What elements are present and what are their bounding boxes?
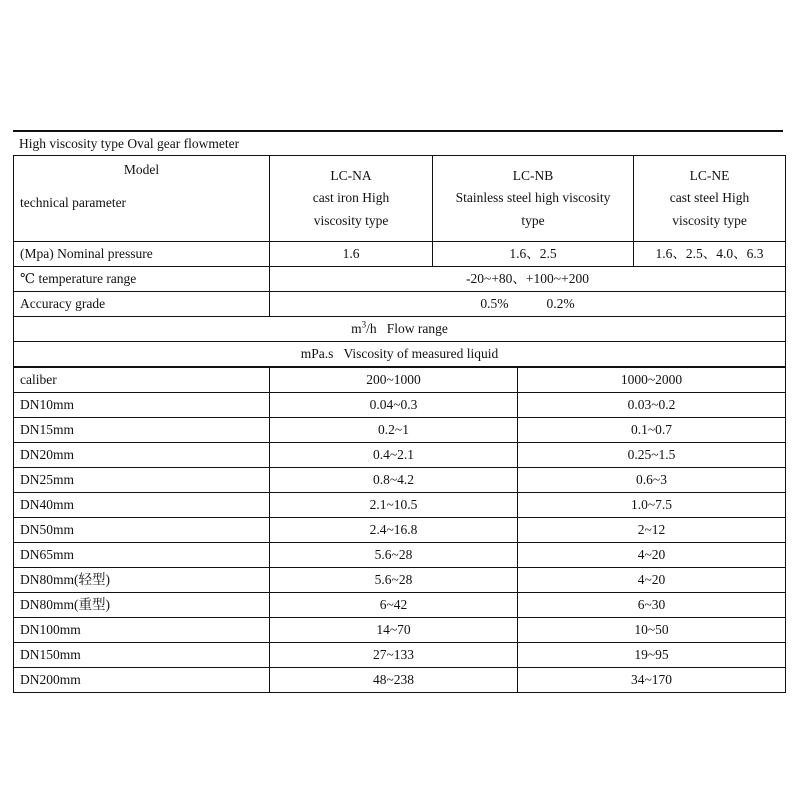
model-code: LC-NA xyxy=(330,167,372,183)
flow-range-row xyxy=(14,317,786,342)
flow-value-1: 2.4~16.8 xyxy=(270,518,518,543)
flow-range-label: Flow range xyxy=(386,321,448,336)
table-row xyxy=(14,443,786,468)
flow-value-1: 2.1~10.5 xyxy=(270,493,518,518)
model-desc: cast steel High xyxy=(669,190,750,206)
flow-value-2: 19~95 xyxy=(518,643,786,668)
viscosity-label: Viscosity of measured liquid xyxy=(343,346,499,361)
model-code: LC-NE xyxy=(689,167,730,183)
temperature-value: -20~+80、+100~+200 xyxy=(270,267,786,292)
accuracy-label: Accuracy grade xyxy=(14,292,270,317)
top-rule xyxy=(13,130,783,132)
flow-value-1: 6~42 xyxy=(270,593,518,618)
model-lc-nb xyxy=(433,156,634,242)
flow-value-2: 0.25~1.5 xyxy=(518,443,786,468)
flow-value-2: 0.03~0.2 xyxy=(518,393,786,418)
flow-value-1: 14~70 xyxy=(270,618,518,643)
model-desc: cast iron High xyxy=(312,190,390,206)
flow-value-2: 2~12 xyxy=(518,518,786,543)
viscosity-unit: mPa.s xyxy=(300,346,334,361)
dn-label: DN15mm xyxy=(14,418,270,443)
pressure-na: 1.6 xyxy=(270,242,433,267)
table-row xyxy=(14,468,786,493)
model-label: Model xyxy=(14,156,270,184)
model-lc-na xyxy=(270,156,433,242)
table-row xyxy=(14,543,786,568)
pressure-ne: 1.6、2.5、4.0、6.3 xyxy=(634,242,786,267)
caliber-label: caliber xyxy=(14,367,270,393)
temperature-label: ℃ temperature range xyxy=(14,267,270,292)
accuracy-row xyxy=(14,292,786,317)
flow-value-2: 4~20 xyxy=(518,543,786,568)
viscosity-row xyxy=(14,342,786,368)
spec-table xyxy=(13,155,786,693)
accuracy-value-1: 0.5% xyxy=(480,296,509,311)
temperature-row xyxy=(14,267,786,292)
accuracy-value-2: 0.2% xyxy=(546,296,575,311)
dn-label: DN100mm xyxy=(14,618,270,643)
flow-unit: $m^3/h$ xyxy=(351,319,377,336)
flow-value-2: 4~20 xyxy=(518,568,786,593)
viscosity-header xyxy=(14,342,786,368)
flow-value-1: 48~238 xyxy=(270,668,518,693)
document-title: High viscosity type Oval gear flowmeter xyxy=(19,136,240,151)
table-row xyxy=(14,618,786,643)
header-row xyxy=(14,156,786,184)
dn-label: DN25mm xyxy=(14,468,270,493)
dn-label: DN40mm xyxy=(14,493,270,518)
dn-label: DN50mm xyxy=(14,518,270,543)
accuracy-value xyxy=(270,292,786,317)
table-row xyxy=(14,568,786,593)
model-desc: Stainless steel high viscosity xyxy=(455,190,611,206)
table-row xyxy=(14,393,786,418)
pressure-row xyxy=(14,242,786,267)
model-desc: viscosity type xyxy=(672,212,747,228)
pressure-nb: 1.6、2.5 xyxy=(433,242,634,267)
table-row xyxy=(14,593,786,618)
dn-label: DN10mm xyxy=(14,393,270,418)
flow-value-2: 0.1~0.7 xyxy=(518,418,786,443)
flow-value-1: 0.4~2.1 xyxy=(270,443,518,468)
flow-value-2: 34~170 xyxy=(518,668,786,693)
table-row xyxy=(14,518,786,543)
dn-label: DN150mm xyxy=(14,643,270,668)
model-desc: viscosity type xyxy=(313,212,389,228)
table-row xyxy=(14,643,786,668)
caliber-range-1: 200~1000 xyxy=(270,367,518,393)
dn-label: DN65mm xyxy=(14,543,270,568)
flow-value-1: 5.6~28 xyxy=(270,568,518,593)
flow-value-2: 1.0~7.5 xyxy=(518,493,786,518)
model-lc-ne xyxy=(634,156,786,242)
dn-label: DN80mm(轻型) xyxy=(14,568,270,593)
dn-label: DN80mm(重型) xyxy=(14,593,270,618)
technical-parameter-label: technical parameter xyxy=(14,183,270,242)
caliber-range-2: 1000~2000 xyxy=(518,367,786,393)
flow-value-1: 27~133 xyxy=(270,643,518,668)
flow-value-2: 10~50 xyxy=(518,618,786,643)
table-row xyxy=(14,668,786,693)
table-row xyxy=(14,418,786,443)
flow-value-1: 0.8~4.2 xyxy=(270,468,518,493)
dn-label: DN20mm xyxy=(14,443,270,468)
table-row xyxy=(14,493,786,518)
caliber-row xyxy=(14,367,786,393)
flow-range-header xyxy=(14,317,786,342)
flow-value-1: 5.6~28 xyxy=(270,543,518,568)
pressure-label: (Mpa) Nominal pressure xyxy=(14,242,270,267)
dn-label: DN200mm xyxy=(14,668,270,693)
flow-value-1: 0.2~1 xyxy=(270,418,518,443)
flow-value-1: 0.04~0.3 xyxy=(270,393,518,418)
model-desc: type xyxy=(521,212,545,228)
flow-value-2: 6~30 xyxy=(518,593,786,618)
flow-value-2: 0.6~3 xyxy=(518,468,786,493)
model-code: LC-NB xyxy=(512,167,554,183)
